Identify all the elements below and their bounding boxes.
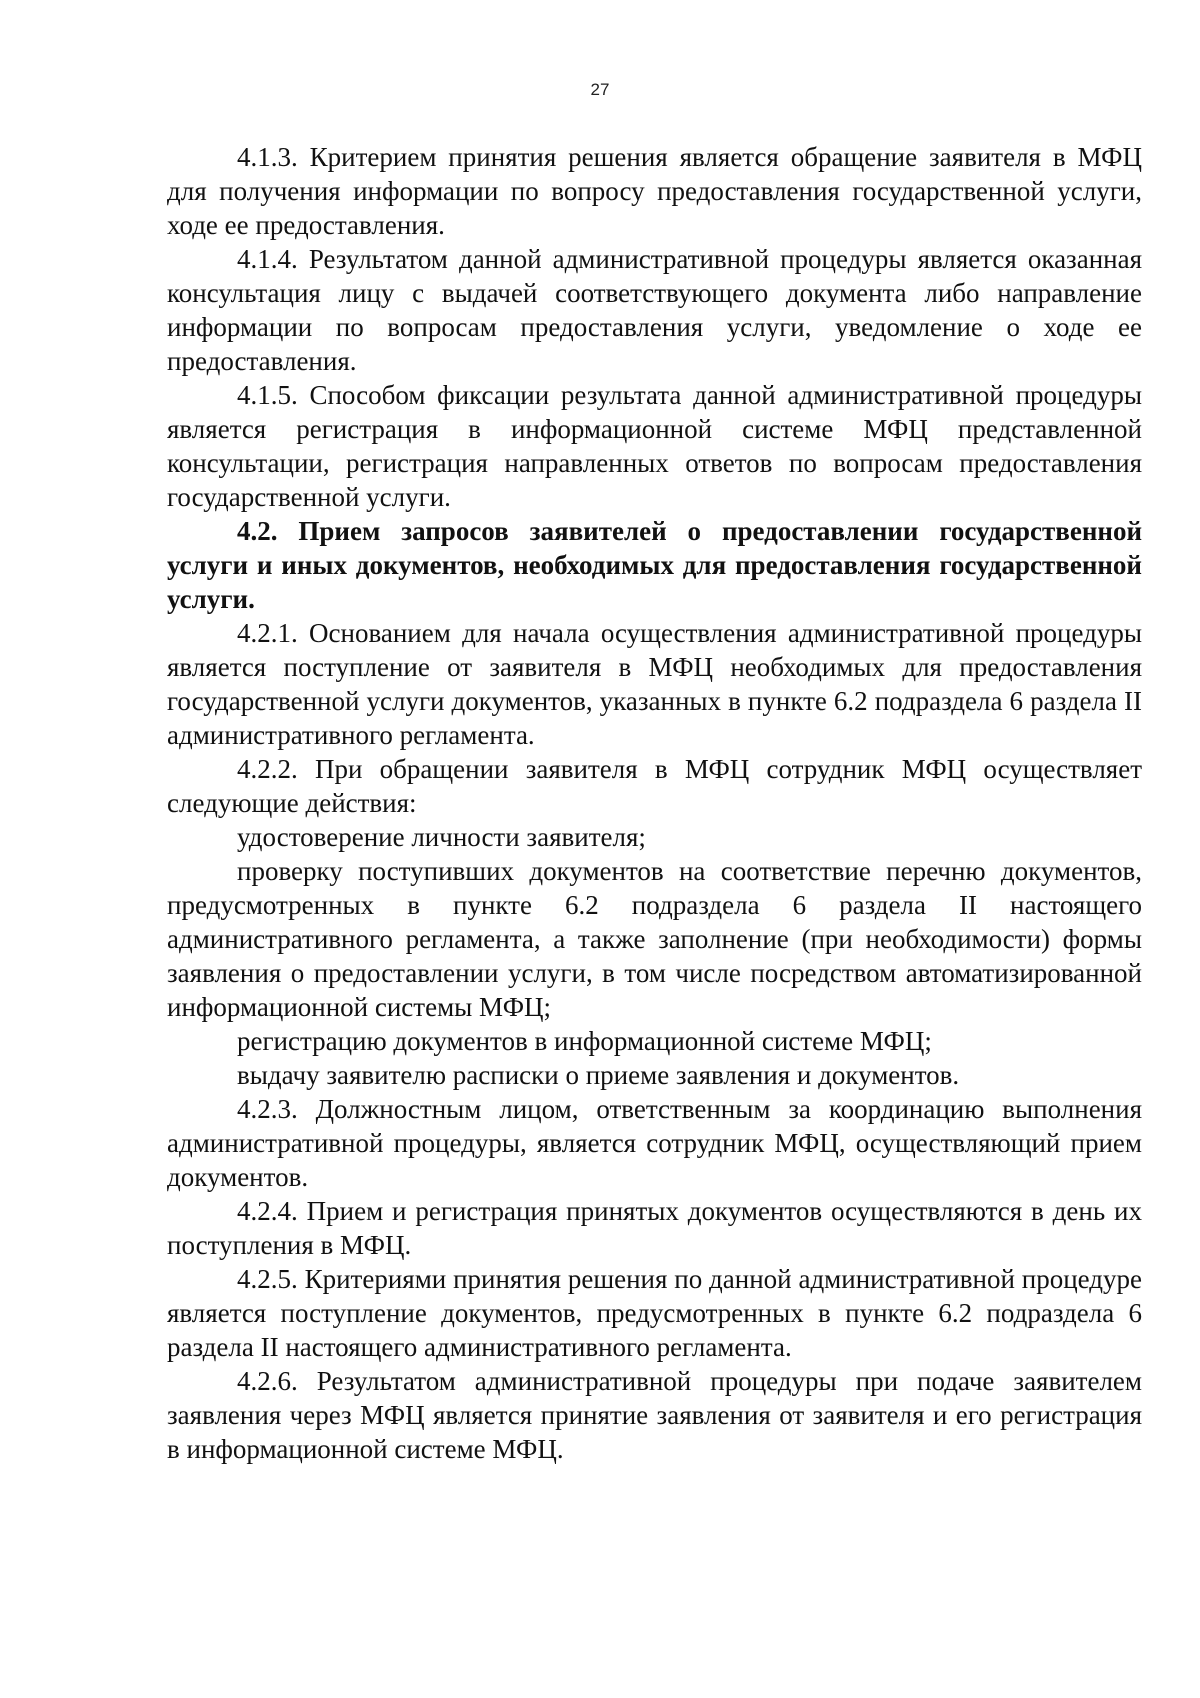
list-item-registration: регистрацию документов в информационной системе МФЦ; (237, 1026, 932, 1056)
paragraph-4-2-2: 4.2.2. При обращении заявителя в МФЦ сотрудник МФЦ осуществляет следующие действия: (167, 754, 1142, 818)
page-number: 27 (590, 80, 610, 99)
paragraph-4-2-1: 4.2.1. Основанием для начала осуществления административной процедуры является поступление от заявителя в МФЦ необходимых для предоставления государственной услуги документов, указанных в пункте 6.2 подраздела 6 раздела II административного регламента. (167, 618, 1142, 750)
paragraph-4-2-3: 4.2.3. Должностным лицом, ответственным за координацию выполнения административной процедуры, является сотрудник МФЦ, осуществляющий прием документов. (167, 1094, 1142, 1192)
document-body (167, 140, 1142, 1466)
section-heading-4-2: 4.2. Прием запросов заявителей о предоставлении государственной услуги и иных документов, необходимых для предоставления государственной услуги. (167, 516, 1142, 614)
paragraph-4-2-5: 4.2.5. Критериями принятия решения по данной административной процедуре является поступление документов, предусмотренных в пункте 6.2 подраздела 6 раздела II настоящего административного регламента. (167, 1264, 1142, 1362)
paragraph-4-1-3: 4.1.3. Критерием принятия решения является обращение заявителя в МФЦ для получения информации по вопросу предоставления государственной услуги, ходе ее предоставления. (167, 142, 1142, 240)
paragraph-4-1-4: 4.1.4. Результатом данной административной процедуры является оказанная консультация лицу с выдачей соответствующего документа либо направление информации по вопросам предоставления услуги, уведомление о ходе ее предоставления. (167, 244, 1142, 376)
list-item-receipt: выдачу заявителю расписки о приеме заявления и документов. (237, 1060, 960, 1090)
paragraph-4-1-5: 4.1.5. Способом фиксации результата данной административной процедуры является регистрация в информационной системе МФЦ представленной консультации, регистрация направленных ответов по вопросам предоставления государственной услуги. (167, 380, 1142, 512)
list-item-document-check: проверку поступивших документов на соответствие перечню документов, предусмотренных в пункте 6.2 подраздела 6 раздела II настоящего административного регламента, а также заполнение (при необходимости) формы заявления о предоставлении услуги, в том числе посредством автоматизированной информационной системы МФЦ; (167, 856, 1142, 1022)
paragraph-4-2-4: 4.2.4. Прием и регистрация принятых документов осуществляются в день их поступления в МФЦ. (167, 1196, 1142, 1260)
paragraph-4-2-6: 4.2.6. Результатом административной процедуры при подаче заявителем заявления через МФЦ является принятие заявления от заявителя и его регистрация в информационной системе МФЦ. (167, 1366, 1142, 1464)
list-item-identity: удостоверение личности заявителя; (237, 822, 646, 852)
